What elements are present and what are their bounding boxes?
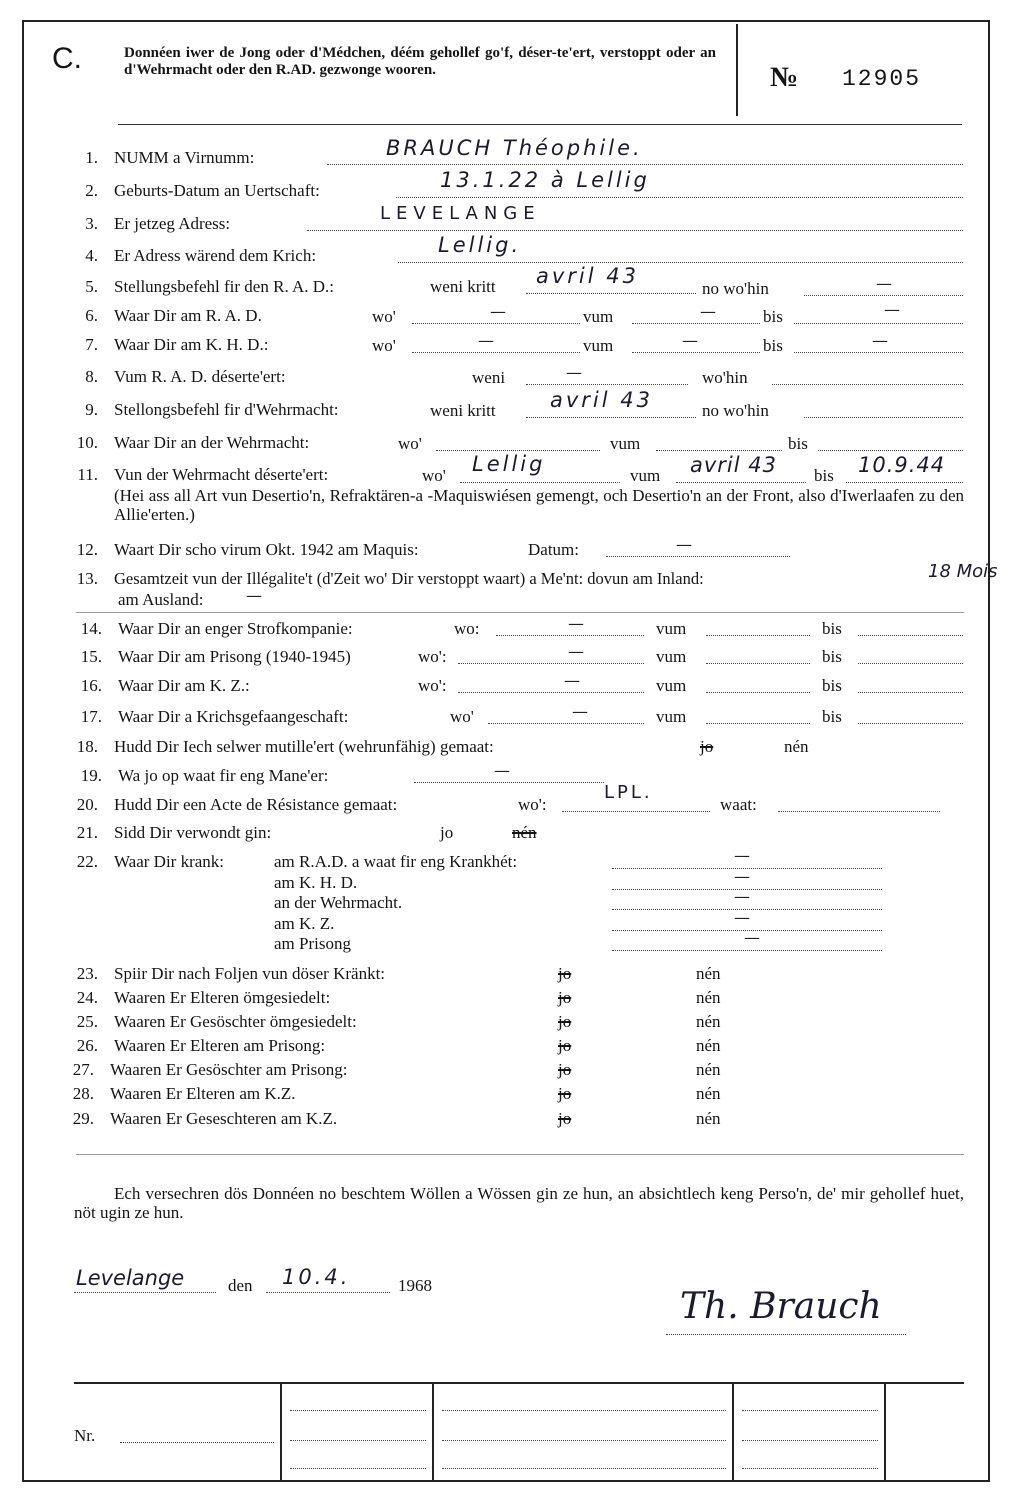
q14-wo-dotline <box>496 635 644 636</box>
q21-label: Sidd Dir verwondt gin: <box>114 823 272 842</box>
q5-wohin-value[interactable]: — <box>876 274 892 293</box>
q14-number: 14. <box>80 619 102 638</box>
q28-label: Waaren Er Elteren am K.Z. <box>110 1084 296 1103</box>
q26-jo-option[interactable]: jo <box>558 1036 572 1055</box>
q14-wo-value[interactable]: — <box>568 614 584 633</box>
q16-wo-dotline <box>458 692 644 693</box>
q10-vum-dotline <box>656 450 782 451</box>
q22-sub-khd: am K. H. D. <box>274 873 358 892</box>
q9-weni-dotline <box>526 417 696 418</box>
header-rule <box>118 124 962 125</box>
q16-label: Waar Dir am K. Z.: <box>118 676 250 695</box>
q8-label: Vum R. A. D. déserte'ert: <box>114 367 286 386</box>
q7-vum-label: vum <box>583 336 614 355</box>
q10-vum-label: vum <box>610 434 641 453</box>
q22-label: Waar Dir krank: <box>114 852 225 871</box>
q15-bis-label: bis <box>822 647 842 666</box>
q21-nen-option[interactable]: nén <box>512 823 537 842</box>
q9-weni-label: weni kritt <box>430 401 496 420</box>
q9-wohin-dotline <box>804 417 963 418</box>
q24-number: 24. <box>76 988 98 1007</box>
q6-wo-dotline <box>412 323 580 324</box>
q6-bis-value[interactable]: — <box>884 300 900 319</box>
q22-value-2[interactable]: — <box>734 867 750 886</box>
q5-weni-dotline <box>526 293 696 294</box>
place-dotline <box>74 1292 216 1293</box>
q15-vum-label: vum <box>656 647 687 666</box>
q22-sub-kz: am K. Z. <box>274 914 335 933</box>
declaration-text: Ech versechren dös Donnéen no beschtem Wöllen a Wössen gin ze hun, an absichtlech keng Perso'n, de' mir gehollef huet, nöt ugin ze hun. <box>74 1184 964 1222</box>
form-number: 12905 <box>842 66 922 92</box>
q11-label: Vun der Wehrmacht déserte'ert: <box>114 465 329 484</box>
q16-number: 16. <box>80 676 102 695</box>
q22-value-4[interactable]: — <box>734 908 750 927</box>
q7-vum-dotline <box>632 352 760 353</box>
q14-vum-dotline <box>706 635 810 636</box>
section-letter: C. <box>52 42 82 75</box>
q17-bis-label: bis <box>822 707 842 726</box>
q17-vum-label: vum <box>656 707 687 726</box>
table-dot-9 <box>742 1468 878 1469</box>
q17-vum-dotline <box>706 723 810 724</box>
q7-bis-dotline <box>794 352 963 353</box>
q18-label: Hudd Dir Iech selwer mutille'ert (wehrunfähig) gemaat: <box>114 737 494 756</box>
q29-nen-option[interactable]: nén <box>696 1109 721 1128</box>
q8-wohin-label: wo'hin <box>702 368 748 387</box>
q21-jo-option[interactable]: jo <box>440 823 454 842</box>
q11-bis-dotline <box>846 482 963 483</box>
table-top-rule <box>74 1382 964 1384</box>
q28-nen-option[interactable]: nén <box>696 1084 721 1103</box>
q6-vum-value[interactable]: — <box>700 302 716 321</box>
q12-label: Waart Dir scho virum Okt. 1942 am Maquis: <box>114 540 419 559</box>
q7-wo-value[interactable]: — <box>478 331 494 350</box>
q27-nen-option[interactable]: nén <box>696 1060 721 1079</box>
q17-wo-value[interactable]: — <box>572 702 588 721</box>
q12-number: 12. <box>76 540 98 559</box>
q12-datum-dotline <box>606 556 790 557</box>
q26-label: Waaren Er Elteren am Prisong: <box>114 1036 326 1055</box>
q17-wo-label: wo' <box>450 707 474 726</box>
q22-dotline-5 <box>612 950 882 951</box>
q19-number: 19. <box>80 766 102 785</box>
q18-nen-option[interactable]: nén <box>784 737 809 756</box>
q2-number: 2. <box>85 181 98 200</box>
q4-dotline <box>398 262 963 263</box>
q24-jo-option[interactable]: jo <box>558 988 572 1007</box>
q3-dotline <box>307 230 963 231</box>
number-symbol: № <box>770 62 799 93</box>
q10-wo-dotline <box>436 450 600 451</box>
q29-number: 29. <box>72 1109 94 1128</box>
q6-bis-dotline <box>794 323 963 324</box>
q5-number: 5. <box>85 277 98 296</box>
q20-number: 20. <box>76 795 98 814</box>
q23-jo-option[interactable]: jo <box>558 964 572 983</box>
q10-wo-label: wo' <box>398 434 422 453</box>
q15-number: 15. <box>80 647 102 666</box>
q11-wo-value[interactable]: Lellig <box>472 452 546 476</box>
table-dot-3 <box>290 1468 426 1469</box>
q16-wo-label: wo': <box>418 676 447 695</box>
q6-wo-value[interactable]: — <box>490 302 506 321</box>
q13-rule <box>76 612 964 613</box>
q9-label: Stellongsbefehl fir d'Wehrmacht: <box>114 400 339 419</box>
q16-wo-value[interactable]: — <box>564 671 580 690</box>
q22-number: 22. <box>76 852 98 871</box>
q27-number: 27. <box>72 1060 94 1079</box>
q10-bis-label: bis <box>788 434 808 453</box>
q28-jo-option[interactable]: jo <box>558 1084 572 1103</box>
q23-label: Spiir Dir nach Foljen vun döser Kränkt: <box>114 964 386 983</box>
q14-bis-dotline <box>858 635 963 636</box>
q25-jo-option[interactable]: jo <box>558 1012 572 1031</box>
q18-jo-option[interactable]: jo <box>700 737 714 756</box>
q27-label: Waaren Er Gesöschter am Prisong: <box>110 1060 348 1079</box>
table-dot-8 <box>742 1440 878 1441</box>
q6-bis-label: bis <box>763 307 783 326</box>
table-dot-4 <box>442 1410 726 1411</box>
q15-wo-value[interactable]: — <box>568 642 584 661</box>
table-col-3 <box>732 1384 734 1480</box>
q11-vum-label: vum <box>630 466 661 485</box>
q3-number: 3. <box>85 214 98 233</box>
q7-wo-label: wo' <box>372 336 396 355</box>
q14-label: Waar Dir an enger Strofkompanie: <box>118 619 353 638</box>
q25-nen-option[interactable]: nén <box>696 1012 721 1031</box>
q22-sub-prisong: am Prisong <box>274 934 351 953</box>
q6-label: Waar Dir am R. A. D. <box>114 306 262 325</box>
q11-bis-label: bis <box>814 466 834 485</box>
q11-vum-dotline <box>676 482 806 483</box>
q22-value-5[interactable]: — <box>744 928 760 947</box>
q6-number: 6. <box>85 306 98 325</box>
q5-wohin-label: no wo'hin <box>702 279 769 298</box>
q19-label: Wa jo op waat fir eng Mane'er: <box>118 766 329 785</box>
q26-number: 26. <box>76 1036 98 1055</box>
q20-wo-value[interactable]: LPL. <box>604 782 653 803</box>
place-value[interactable]: Levelange <box>76 1266 185 1290</box>
q20-waat-label: waat: <box>720 795 757 814</box>
q15-vum-dotline <box>706 663 810 664</box>
declaration-rule <box>76 1154 964 1155</box>
q5-weni-value[interactable]: avril 43 <box>536 264 639 288</box>
q11-wo-dotline <box>460 482 620 483</box>
signature: Th. Brauch <box>680 1286 882 1327</box>
q24-label: Waaren Er Elteren ömgesiedelt: <box>114 988 331 1007</box>
q17-wo-dotline <box>488 723 644 724</box>
q26-nen-option[interactable]: nén <box>696 1036 721 1055</box>
q5-label: Stellungsbefehl fir den R. A. D.: <box>114 277 335 296</box>
q1-dotline <box>327 164 963 165</box>
q23-nen-option[interactable]: nén <box>696 964 721 983</box>
q7-bis-label: bis <box>763 336 783 355</box>
date-dotline <box>266 1292 390 1293</box>
q6-wo-label: wo' <box>372 307 396 326</box>
q18-number: 18. <box>76 737 98 756</box>
q5-weni-label: weni kritt <box>430 277 496 296</box>
q8-weni-value[interactable]: — <box>566 363 582 382</box>
q29-jo-option[interactable]: jo <box>558 1109 572 1128</box>
q14-bis-label: bis <box>822 619 842 638</box>
q20-label: Hudd Dir een Acte de Résistance gemaat: <box>114 795 398 814</box>
q1-name-value[interactable]: BRAUCH Théophile. <box>386 136 643 160</box>
q12-datum-label: Datum: <box>528 540 579 559</box>
q9-number: 9. <box>85 400 98 419</box>
table-dot-1 <box>290 1410 426 1411</box>
q17-number: 17. <box>80 707 102 726</box>
q10-number: 10. <box>76 433 98 452</box>
date-value[interactable]: 10.4. <box>282 1265 351 1289</box>
q13-ausland-label: am Ausland: <box>118 590 204 609</box>
q10-bis-dotline <box>818 450 963 451</box>
q2-label: Geburts-Datum an Uertschaft: <box>114 181 320 200</box>
q13-ausland-value[interactable]: — <box>246 586 262 605</box>
q8-number: 8. <box>85 367 98 386</box>
q15-bis-dotline <box>858 663 963 664</box>
q11-number: 11. <box>77 465 98 484</box>
q11-wo-label: wo' <box>422 466 446 485</box>
q17-bis-dotline <box>858 723 963 724</box>
q22-value-1[interactable]: — <box>734 846 750 865</box>
q9-weni-value[interactable]: avril 43 <box>550 388 653 412</box>
q25-label: Waaren Er Gesöschter ömgesiedelt: <box>114 1012 357 1031</box>
table-dot-6 <box>442 1468 726 1469</box>
q12-datum-value[interactable]: — <box>676 535 692 554</box>
q2-birth-value[interactable]: 13.1.22 à Lellig <box>440 168 650 192</box>
q19-value[interactable]: — <box>494 761 510 780</box>
table-dot-7 <box>742 1410 878 1411</box>
table-dot-5 <box>442 1440 726 1441</box>
q16-bis-label: bis <box>822 676 842 695</box>
section-title: Donnéen iwer de Jong oder d'Médchen, déém gehollef go'f, déser-te'ert, verstoppt oder an d'Wehrmacht oder den R.AD. gezwonge wooren. <box>124 45 716 78</box>
q21-number: 21. <box>76 823 98 842</box>
q11-vum-value[interactable]: avril 43 <box>690 453 777 477</box>
q20-wo-label: wo': <box>518 795 547 814</box>
q7-number: 7. <box>85 335 98 354</box>
table-col-2 <box>432 1384 434 1480</box>
q9-wohin-label: no wo'hin <box>702 401 769 420</box>
header-divider <box>736 24 738 116</box>
q7-vum-value[interactable]: — <box>682 331 698 350</box>
nr-dotline <box>120 1442 274 1443</box>
q13-number: 13. <box>76 569 98 588</box>
q3-address-value[interactable]: LEVELANGE <box>380 203 541 224</box>
q5-wohin-dotline <box>804 295 963 296</box>
q4-number: 4. <box>85 246 98 265</box>
q3-label: Er jetzeg Adress: <box>114 214 231 233</box>
q15-label: Waar Dir am Prisong (1940-1945) <box>118 647 351 666</box>
q22-sub-wehrmacht: an der Wehrmacht. <box>274 893 403 912</box>
q19-dotline <box>414 782 604 783</box>
q8-weni-dotline <box>526 384 688 385</box>
q22-value-3[interactable]: — <box>734 887 750 906</box>
q4-label: Er Adress wärend dem Krich: <box>114 246 317 265</box>
q13-label: Gesamtzeit vun der Illégalite't (d'Zeit wo' Dir verstoppt waart) a Me'nt: dovun am Inland: <box>114 569 704 588</box>
q28-number: 28. <box>72 1084 94 1103</box>
q7-label: Waar Dir am K. H. D.: <box>114 335 269 354</box>
signature-dotline <box>666 1334 906 1335</box>
q14-wo-label: wo: <box>454 619 480 638</box>
q22-sub-rad: am R.A.D. a waat fir eng Krankhét: <box>274 852 518 871</box>
q7-wo-dotline <box>412 352 580 353</box>
q23-number: 23. <box>76 964 98 983</box>
q15-wo-label: wo': <box>418 647 447 666</box>
table-col-4 <box>884 1384 886 1480</box>
q6-vum-label: vum <box>583 307 614 326</box>
q20-wo-dotline <box>562 811 710 812</box>
q6-vum-dotline <box>632 323 760 324</box>
q2-dotline <box>396 197 963 198</box>
q15-wo-dotline <box>458 663 644 664</box>
q7-bis-value[interactable]: — <box>872 331 888 350</box>
q16-vum-dotline <box>706 692 810 693</box>
q10-label: Waar Dir an der Wehrmacht: <box>114 433 310 452</box>
q8-wohin-dotline <box>772 384 963 385</box>
den-label: den <box>228 1276 253 1295</box>
q20-waat-dotline <box>778 811 940 812</box>
q25-number: 25. <box>76 1012 98 1031</box>
year-label: 1968 <box>398 1276 432 1295</box>
q13-inland-value[interactable]: 18 Mois <box>928 561 998 582</box>
q14-vum-label: vum <box>656 619 687 638</box>
q1-number: 1. <box>85 148 98 167</box>
q11-note: (Hei ass all Art vun Desertio'n, Refraktären-a -Maquiswiésen gemengt, och Desertio'n an der Front, also d'Iwerlaafen zu den Allie'erten.) <box>114 486 964 524</box>
q8-weni-label: weni <box>472 368 506 387</box>
q16-vum-label: vum <box>656 676 687 695</box>
q27-jo-option[interactable]: jo <box>558 1060 572 1079</box>
q29-label: Waaren Er Geseschteren am K.Z. <box>110 1109 338 1128</box>
table-col-1 <box>280 1384 282 1480</box>
q11-bis-value[interactable]: 10.9.44 <box>858 453 946 477</box>
q16-bis-dotline <box>858 692 963 693</box>
q24-nen-option[interactable]: nén <box>696 988 721 1007</box>
q17-label: Waar Dir a Krichsgefaangeschaft: <box>118 707 349 726</box>
q4-war-address-value[interactable]: Lellig. <box>438 233 522 257</box>
nr-label: Nr. <box>74 1426 96 1445</box>
q1-label: NUMM a Virnumm: <box>114 148 255 167</box>
table-dot-2 <box>290 1440 426 1441</box>
